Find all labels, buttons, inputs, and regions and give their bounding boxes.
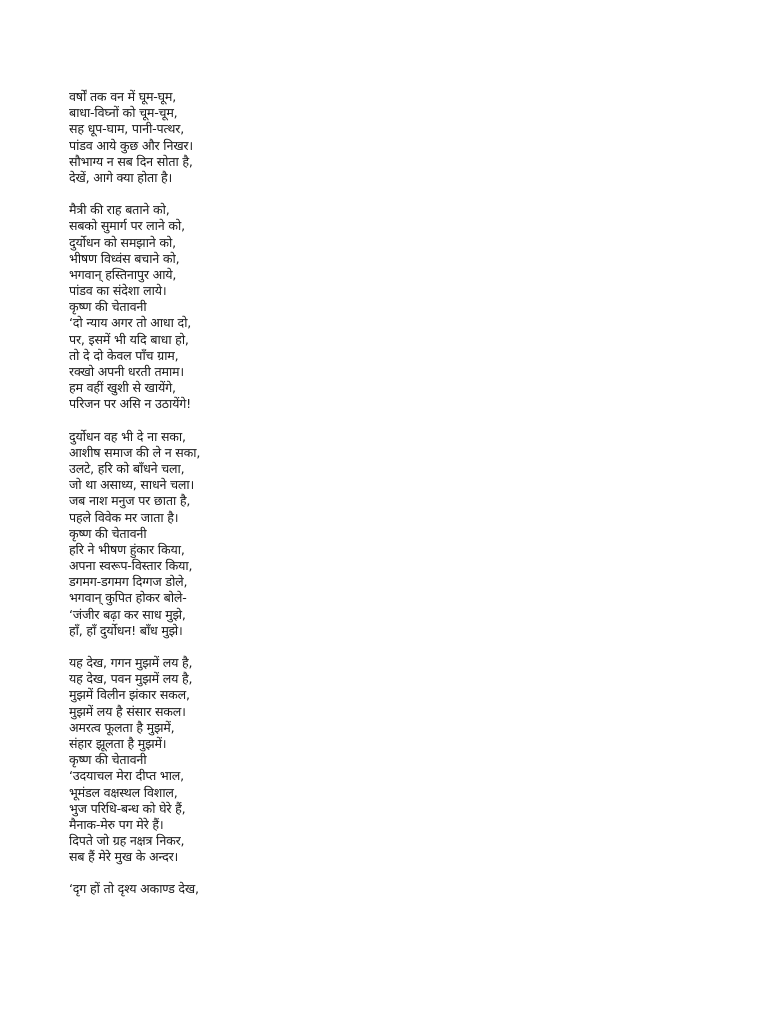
poem-line: संहार झूलता है मुझमें।	[69, 735, 167, 751]
poem-line: वर्षों तक वन में घूम-घूम,	[69, 89, 177, 104]
section-heading: कृष्ण की चेतावनी	[69, 525, 147, 541]
poem-line: सह धूप-घाम, पानी-पत्थर,	[69, 121, 184, 137]
poem-page	[69, 89, 709, 898]
poem-line: भगवान् कुपित होकर बोले-	[69, 590, 187, 606]
stanza-4	[69, 655, 709, 865]
poem-line: सबको सुमार्ग पर लाने को,	[69, 218, 185, 234]
stanza-5	[69, 881, 709, 897]
poem-line: ‘उदयाचल मेरा दीप्त भाल,	[69, 768, 184, 784]
poem-line: अमरत्व फूलता है मुझमें,	[69, 719, 175, 735]
poem-line: उलटे, हरि को बाँधने चला,	[69, 460, 185, 476]
poem-line: जो था असाध्य, साधने चला।	[69, 477, 195, 493]
poem-line: मैनाक-मेरु पग मेरे हैं।	[69, 816, 164, 832]
poem-line: ‘जंजीर बढ़ा कर साध मुझे,	[69, 606, 186, 622]
poem-line: भुज परिधि-बन्ध को घेरे हैं,	[69, 800, 186, 816]
stanza-1	[69, 89, 709, 186]
poem-line: बाधा-विघ्नों को चूम-चूम,	[69, 105, 178, 121]
poem-line: भूमंडल वक्षस्थल विशाल,	[69, 784, 178, 800]
poem-line: हाँ, हाँ दुर्योधन! बाँध मुझे।	[69, 622, 183, 638]
poem-line: ‘दो न्याय अगर तो आधा दो,	[69, 315, 192, 331]
poem-line: यह देख, पवन मुझमें लय है,	[69, 671, 193, 687]
poem-line: मुझमें विलीन झंकार सकल,	[69, 687, 190, 703]
poem-line: तो दे दो केवल पाँच ग्राम,	[69, 347, 179, 363]
poem-line: पांडव का संदेशा लाये।	[69, 283, 167, 299]
poem-line: रक्खो अपनी धरती तमाम।	[69, 364, 184, 379]
poem-line: अपना स्वरूप-विस्तार किया,	[69, 558, 193, 574]
poem-line: आशीष समाज की ले न सका,	[69, 444, 201, 460]
stanza-2	[69, 202, 709, 412]
poem-line: पर, इसमें भी यदि बाधा हो,	[69, 331, 189, 347]
poem-line: जब नाश मनुज पर छाता है,	[69, 493, 191, 509]
section-heading: कृष्ण की चेतावनी	[69, 752, 147, 768]
poem-line: पांडव आये कुछ और निखर।	[69, 137, 193, 153]
stanza-3	[69, 429, 709, 639]
poem-line: दुर्योधन को समझाने को,	[69, 234, 176, 250]
poem-line: देखें, आगे क्या होता है।	[69, 169, 173, 185]
poem-line: सौभाग्य न सब दिन सोता है,	[69, 153, 193, 169]
poem-line: परिजन पर असि न उठायेंगे!	[69, 396, 191, 412]
poem-line: भगवान् हस्तिनापुर आये,	[69, 266, 177, 282]
poem-line: सब हैं मेरे मुख के अन्दर।	[69, 849, 179, 865]
poem-line: मैत्री की राह बताने को,	[69, 202, 170, 218]
poem-line: डगमग-डगमग दिग्गज डोले,	[69, 574, 188, 590]
poem-line: दुर्योधन वह भी दे ना सका,	[69, 428, 186, 444]
poem-line: हरि ने भीषण हुंकार किया,	[69, 541, 185, 557]
section-heading: कृष्ण की चेतावनी	[69, 299, 147, 315]
poem-line: यह देख, गगन मुझमें लय है,	[69, 655, 193, 670]
poem-line: ‘दृग हों तो दृश्य अकाण्ड देख,	[69, 881, 199, 897]
poem-line: भीषण विध्वंस बचाने को,	[69, 250, 180, 266]
poem-line: पहले विवेक मर जाता है।	[69, 509, 179, 525]
poem-line: हम वहीं खुशी से खायेंगे,	[69, 380, 176, 396]
poem-line: मुझमें लय है संसार सकल।	[69, 703, 186, 719]
poem-line: दिपते जो ग्रह नक्षत्र निकर,	[69, 833, 185, 849]
